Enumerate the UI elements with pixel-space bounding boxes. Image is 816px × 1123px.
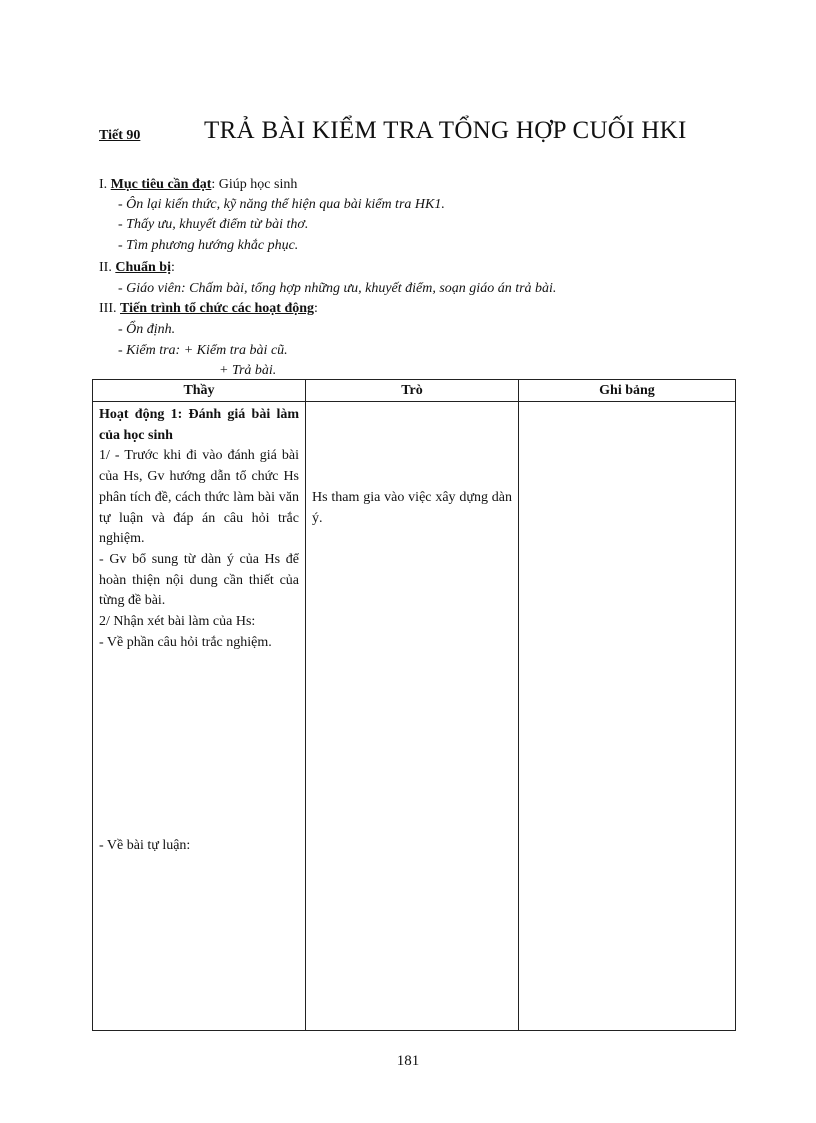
section-3-lead: : <box>314 301 318 316</box>
page-title: TRẢ BÀI KIỂM TRA TỔNG HỢP CUỐI HKI <box>204 117 687 144</box>
board-cell <box>519 402 736 1031</box>
section-2-heading <box>99 259 175 276</box>
table-row <box>93 402 736 1031</box>
section-2-title: Chuẩn bị <box>115 260 171 275</box>
section-2-lead: : <box>170 260 175 275</box>
section-3-numeral: III. <box>99 301 117 316</box>
section-3-item: - Kiểm tra: + Kiểm tra bài cũ. <box>118 343 288 358</box>
column-header-board: Ghi bảng <box>519 380 736 402</box>
teacher-paragraph: - Gv bổ sung từ dàn ý của Hs để hoàn thiện nội dung cần thiết của từng đề bài. <box>99 551 299 609</box>
student-paragraph: Hs tham gia vào việc xây dựng dàn ý. <box>312 490 512 526</box>
teacher-paragraph: - Về phần câu hỏi trắc nghiệm. <box>99 634 272 650</box>
section-2-item: - Giáo viên: Chấm bài, tổng hợp những ưu, khuyết điểm, soạn giáo án trả bài. <box>118 281 557 296</box>
teacher-cell <box>93 402 306 1031</box>
activity-title: Hoạt động 1: Đánh giá bài làm của học sinh <box>99 407 299 443</box>
section-3-item: - Ổn định. <box>118 322 176 337</box>
section-3-heading <box>99 300 318 317</box>
lesson-number: Tiết 90 <box>99 128 141 143</box>
section-1-title: Mục tiêu cần đạt <box>110 177 212 192</box>
section-1-heading <box>99 176 297 193</box>
section-3-title: Tiến trình tổ chức các hoạt động <box>120 301 315 316</box>
teacher-paragraph: 2/ Nhận xét bài làm của Hs: <box>99 614 256 630</box>
page-number: 181 <box>396 1053 420 1069</box>
column-header-teacher: Thầy <box>93 380 306 402</box>
section-1-item: - Ôn lại kiến thức, kỹ năng thể hiện qua bài kiểm tra HK1. <box>118 197 445 212</box>
table-header-row <box>93 380 736 402</box>
column-header-student: Trò <box>306 380 519 402</box>
student-cell <box>306 402 519 1031</box>
section-1-lead: : Giúp học sinh <box>211 177 298 192</box>
section-1-item: - Thấy ưu, khuyết điểm từ bài thơ. <box>118 217 309 232</box>
section-3-item: + Trả bài. <box>219 363 277 378</box>
section-2-numeral: II. <box>99 260 112 275</box>
lesson-plan-table <box>92 379 736 1031</box>
teacher-paragraph: 1/ - Trước khi đi vào đánh giá bài của Hs, Gv hướng dẫn tổ chức Hs phân tích đề, cách thức làm bài văn tự luận và đáp án câu hỏi trắc nghiệm. <box>99 448 299 547</box>
section-1-item: - Tìm phương hướng khắc phục. <box>118 238 299 253</box>
teacher-paragraph: - Về bài tự luận: <box>99 838 191 854</box>
section-1-numeral: I. <box>99 177 108 192</box>
